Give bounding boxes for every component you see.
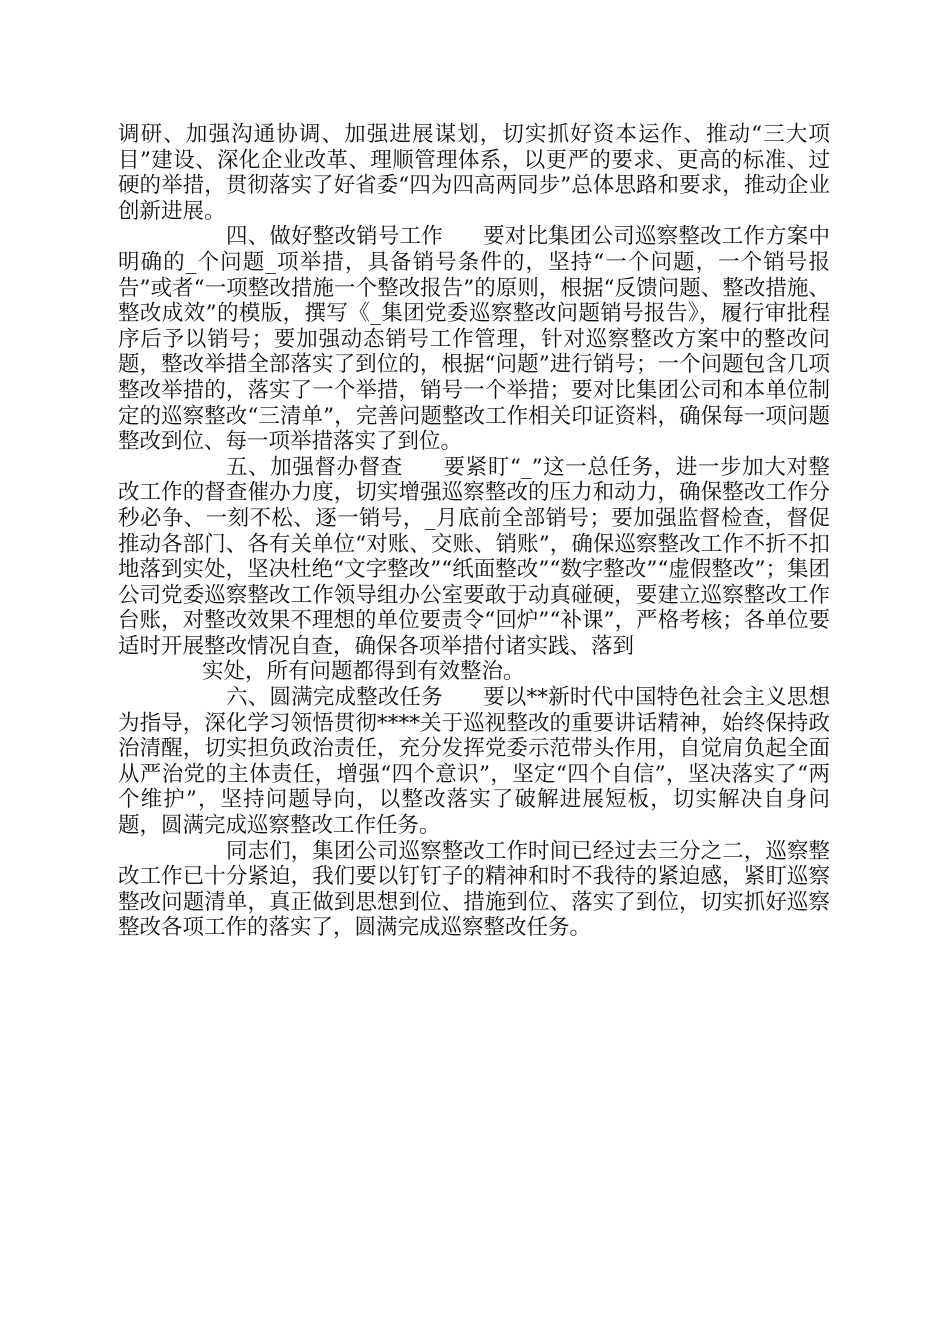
paragraph-body: 要紧盯“_”这一总任务，进一步加大对整改工作的督查催办力度，切实增强巡察整改的压力和动力，确保整改工作分秒必争、一刻不松、逐一销号，_月底前全部销号；要加强监督检查，督促推动各部门、各有关单位“对账、交账、销账”，确保巡察整改工作不折不扣地落到实处，坚决杜绝“文字整改”“纸面整改”“数字整改”“虚假整改”；集团公司党委巡察整改工作领导组办公室要敢于动真碰硬，要建立巡察整改工作台账，对整改效果不理想的单位要责令“回炉”“补课”，严格考核；各单位要适时开展整改情况自查，确保各项举措付诸实践、落到 bbox=[118, 454, 830, 659]
section-heading: 五、加强督办督查 bbox=[226, 454, 403, 480]
paragraph-body: 要以**新时代中国特色社会主义思想为指导，深化学习领悟贯彻****关于巡视整改的重要讲话精神，始终保持政治清醒，切实担负政治责任，充分发挥党委示范带头作用，自觉肩负起全面从严治党的主体责任，增强“四个意识”，坚定“四个自信”，坚决落实了“两个维护”，坚持问题导向，以整改落实了破解进展短板，切实解决自身问题，圆满完成巡察整改工作任务。 bbox=[118, 685, 830, 839]
paragraph-body: 同志们，集团公司巡察整改工作时间已经过去三分之二，巡察整改工作已十分紧迫，我们要以钉钉子的精神和时不我待的紧迫感，紧盯巡察整改问题清单，真正做到思想到位、措施到位、落实了到位，切实抓好巡察整改各项工作的落实了，圆满完成巡察整改任务。 bbox=[118, 838, 830, 941]
section-heading: 六、圆满完成整改任务 bbox=[226, 685, 443, 711]
paragraph-section-5-continued bbox=[118, 659, 830, 685]
paragraph-closing bbox=[118, 839, 830, 941]
paragraph-body: 调研、加强沟通协调、加强进展谋划，切实抓好资本运作、推动“三大项目”建设、深化企业改革、理顺管理体系，以更严的要求、更高的标准、过硬的举措，贯彻落实了好省委“四为四高两同步”总体思路和要求，推动企业创新进展。 bbox=[118, 122, 830, 224]
paragraph-section-6 bbox=[118, 685, 830, 839]
paragraph-body: 实处，所有问题都得到有效整治。 bbox=[202, 659, 525, 685]
paragraph-section-4 bbox=[118, 224, 830, 454]
paragraph-section-5 bbox=[118, 455, 830, 660]
section-heading: 四、做好整改销号工作 bbox=[226, 224, 443, 250]
document-body bbox=[118, 122, 830, 941]
paragraph-continuation bbox=[118, 122, 830, 224]
paragraph-body: 要对比集团公司巡察整改工作方案中明确的_个问题_项举措，具备销号条件的，坚持“一个问题，一个销号报告”或者“一项整改措施一个整改报告”的原则，根据“反馈问题、整改措施、整改成效”的模版，撰写《_集团党委巡察整改问题销号报告》，履行审批程序后予以销号；要加强动态销号工作管理，针对巡察整改方案中的整改问题，整改举措全部落实了到位的，根据“问题”进行销号；一个问题包含几项整改举措的，落实了一个举措，销号一个举措；要对比集团公司和本单位制定的巡察整改“三清单”，完善问题整改工作相关印证资料，确保每一项问题整改到位、每一项举措落实了到位。 bbox=[118, 224, 830, 455]
